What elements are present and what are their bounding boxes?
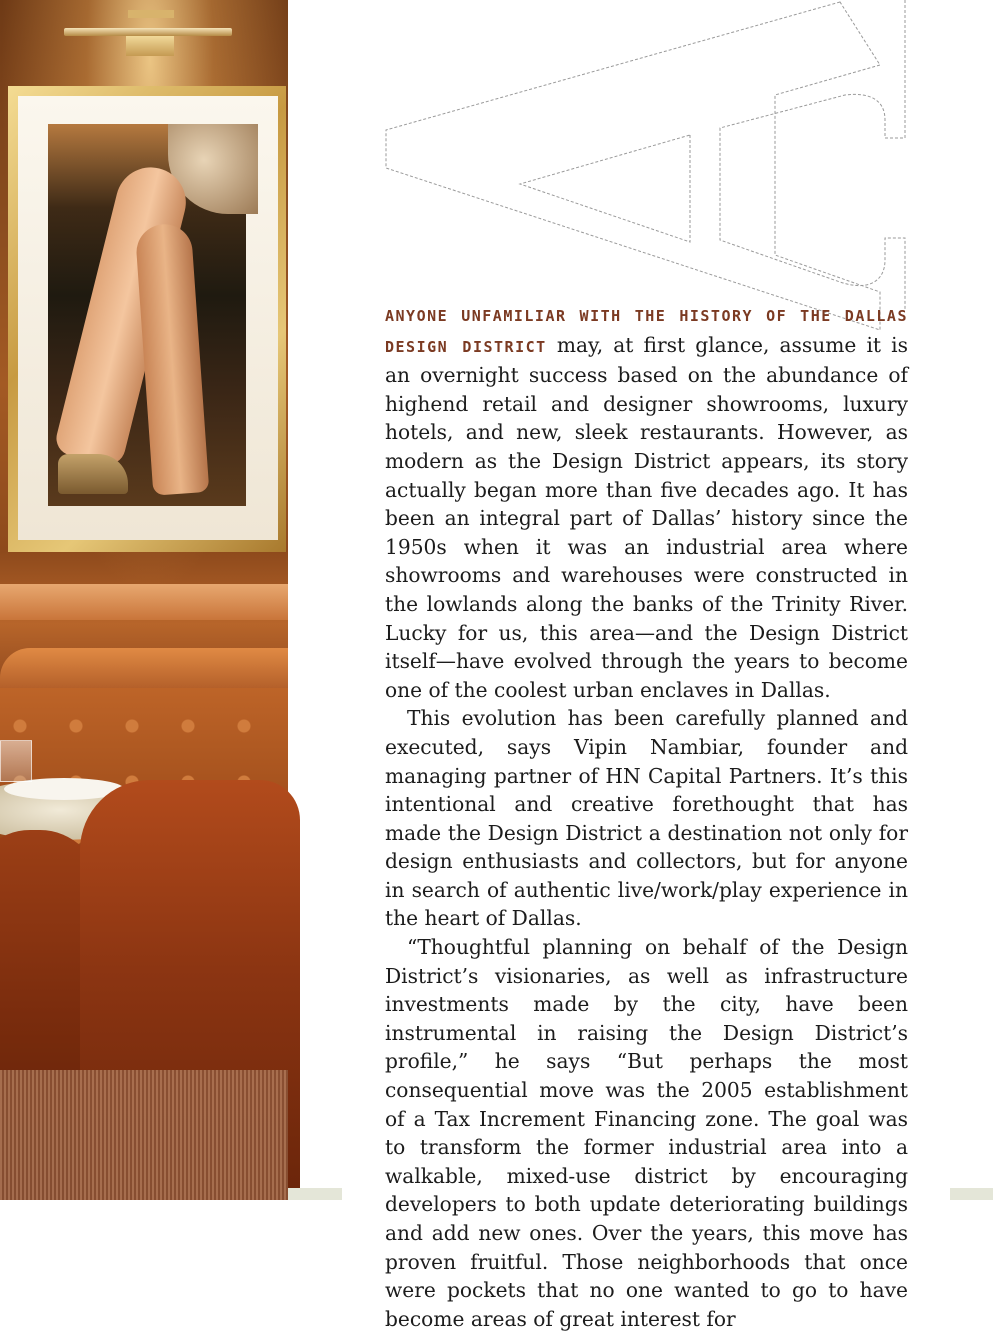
lead-in-text: ANYONE UNFAMILIAR WITH THE HISTORY OF THE DALLAS xyxy=(385,307,908,325)
framed-artwork xyxy=(48,124,246,506)
picture-lamp-cap xyxy=(128,10,174,18)
article-paragraph: This evolution has been carefully planned and executed, says Vipin Nambiar, founder and managing partner of HN Capital Partners. It’s this intentional and creative forethought that has made the Design District a destination not only for design enthusiasts and collectors, but for anyone in search of authentic live/work/play experience in the heart of Dallas. xyxy=(385,706,908,931)
picture-lamp xyxy=(64,28,232,36)
page-edge-tab xyxy=(288,1188,342,1200)
booth-top-roll xyxy=(0,648,288,688)
chair-fringe xyxy=(0,1070,288,1200)
picture-lamp-mount xyxy=(126,36,174,56)
paragraph-text: may, at first glance, assume it is an overnight success based on the abundance of highend retail and designer showrooms, luxury hotels, and new, sleek restaurants. However, as modern as the Design District appears, its story actually began more than five decades ago. It has been an integral part of Dallas’ history since the 1950s when it was an industrial area where showrooms and warehouses were constructed in the lowlands along the banks of the Trinity River. Lucky for us, this area—and the Design District itself—have evolved through the years to become one of the coolest urban enclaves in Dallas. xyxy=(385,332,908,702)
restaurant-photo xyxy=(0,0,288,1200)
wall-ledge xyxy=(0,584,288,620)
decorative-outline-letters xyxy=(380,0,910,310)
artwork-leg xyxy=(135,222,210,495)
article-paragraph xyxy=(385,302,908,704)
page-edge-tab xyxy=(950,1188,993,1200)
article-paragraph: “Thoughtful planning on behalf of the Design District’s visionaries, as well as infrastructure investments made by the city, have been instrumental in raising the Design District’s profile,” he says “But perhaps the most consequential move was the 2005 establishment of a Tax Increment Financing zone. The goal was to transform the former industrial area into a walkable, mixed-use district by encouraging developers to both update deteriorating buildings and add new ones. Over the years, this move has proven fruitful. Those neighborhoods that once were pockets that no one wanted to go to have become areas of great interest for xyxy=(385,935,908,1331)
article-body xyxy=(385,302,908,1333)
glass xyxy=(0,740,32,782)
lead-in-text-continued: DESIGN DISTRICT xyxy=(385,337,547,356)
